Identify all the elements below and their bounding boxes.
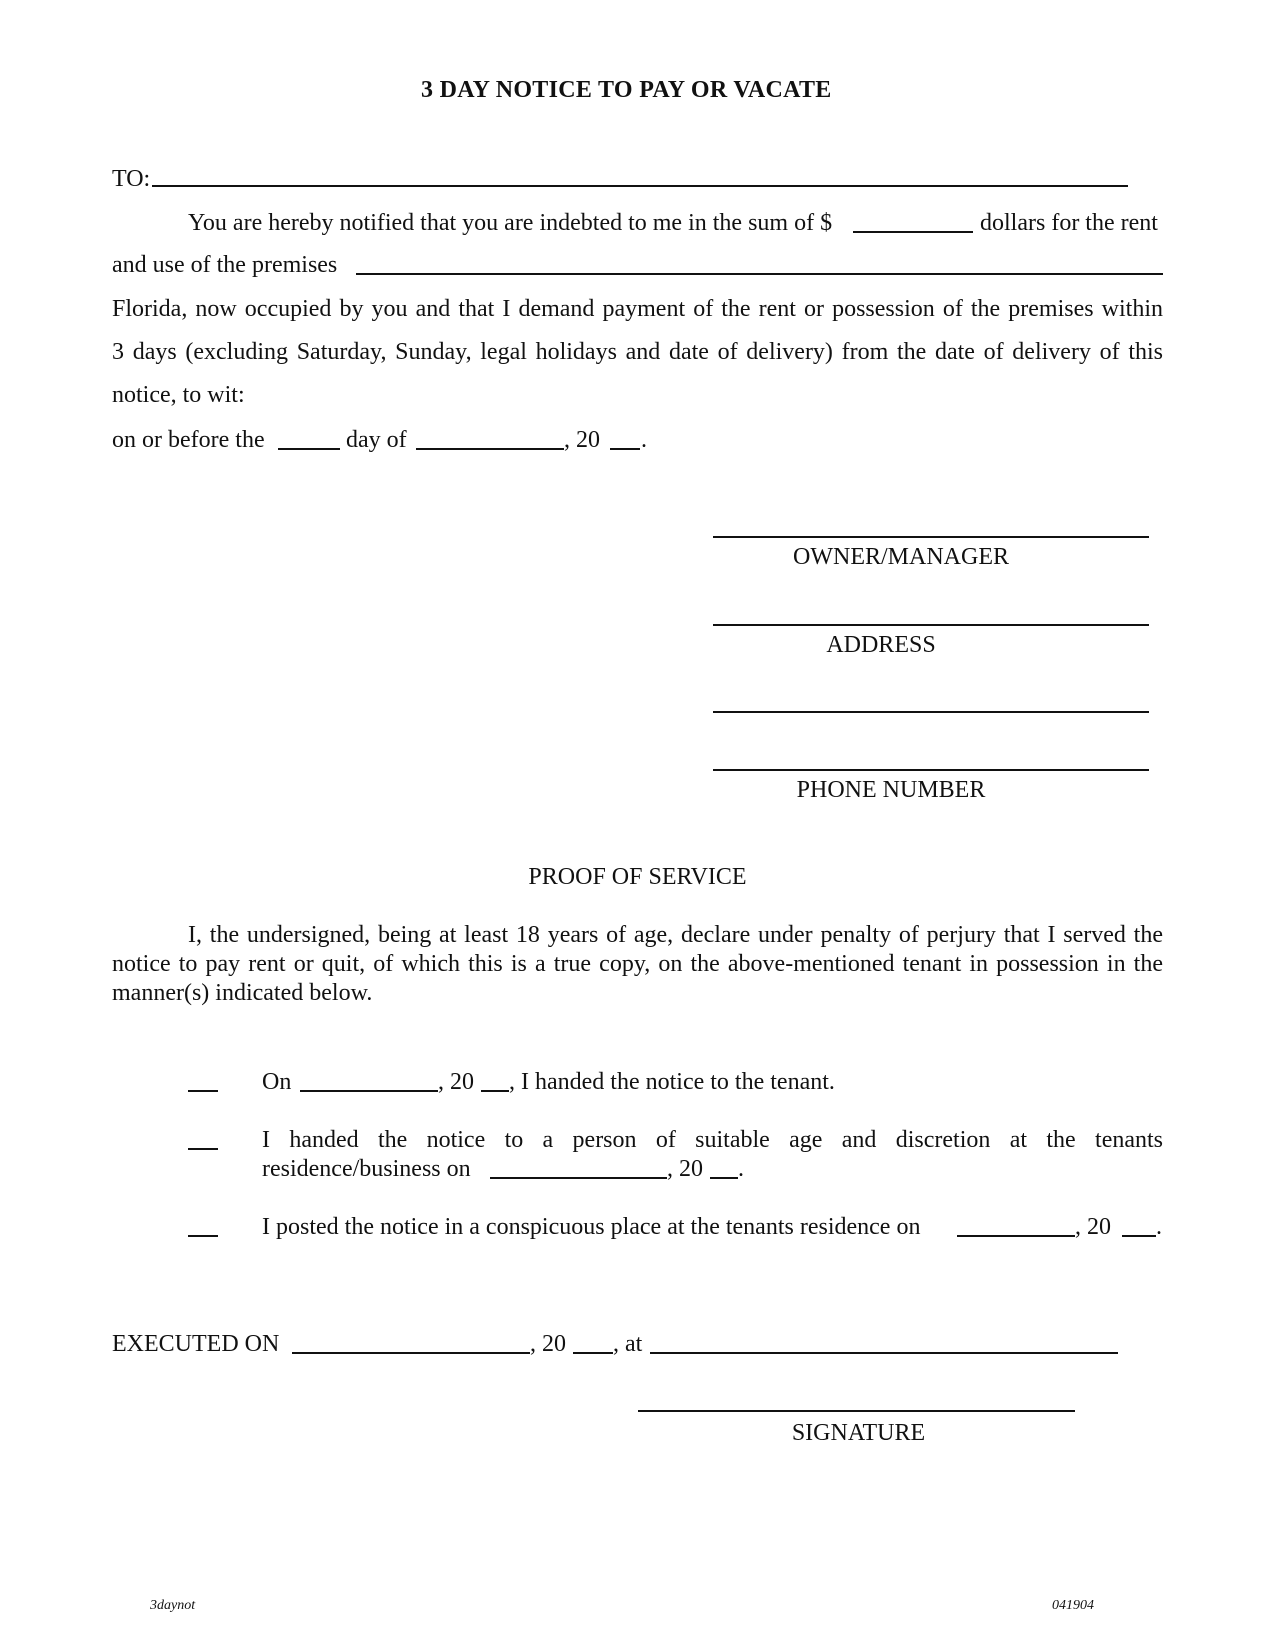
address-line-1[interactable] <box>713 624 1149 626</box>
option3-date-blank[interactable] <box>957 1235 1075 1237</box>
signature-label: SIGNATURE <box>791 1420 926 1446</box>
option3-year-blank[interactable] <box>1122 1235 1156 1237</box>
executed-year-blank[interactable] <box>573 1352 613 1354</box>
day-of-label: day of <box>346 427 407 453</box>
option3-year-label: , 20 <box>1075 1214 1111 1240</box>
notice-line5: notice, to wit: <box>112 382 245 408</box>
on-or-before-label: on or before the <box>112 427 265 453</box>
option2-residence-label: residence/business on <box>262 1156 471 1182</box>
executed-at-label: , at <box>613 1331 643 1357</box>
address-line-2[interactable] <box>713 711 1149 713</box>
option2-line1: I handed the notice to a person of suitable age and discretion at the tenants <box>262 1127 1163 1153</box>
option1-on-label: On <box>262 1069 292 1095</box>
executed-date-blank[interactable] <box>292 1352 530 1354</box>
owner-manager-label: OWNER/MANAGER <box>793 544 1009 570</box>
executed-place-blank[interactable] <box>650 1352 1118 1354</box>
phone-line[interactable] <box>713 769 1149 771</box>
option1-checkbox[interactable] <box>188 1090 218 1092</box>
option1-year-label: , 20 <box>438 1069 474 1095</box>
option2-year-label: , 20 <box>667 1156 703 1182</box>
option1-year-blank[interactable] <box>481 1090 509 1092</box>
option2-date-blank[interactable] <box>490 1177 667 1179</box>
executed-year-label: , 20 <box>530 1331 566 1357</box>
address-label: ADDRESS <box>826 632 936 658</box>
footer-revision-code: 041904 <box>1052 1598 1094 1613</box>
phone-number-label: PHONE NUMBER <box>796 777 986 803</box>
footer-form-code: 3daynot <box>150 1598 196 1613</box>
proof-declaration: I, the undersigned, being at least 18 years of age, declare under penalty of perjury that I served the notice to pay rent or quit, of which this is a true copy, on the above-mentioned tenant in possession in the manner(s) indicated below. <box>112 922 1163 1006</box>
notice-line3: Florida, now occupied by you and that I demand payment of the rent or possession of the premises within <box>112 296 1163 322</box>
due-month-blank[interactable] <box>416 448 564 450</box>
signature-line[interactable] <box>638 1410 1075 1412</box>
option3-period: . <box>1156 1214 1162 1240</box>
premises-blank[interactable] <box>356 273 1163 275</box>
option1-text: , I handed the notice to the tenant. <box>509 1069 835 1095</box>
page-title: 3 DAY NOTICE TO PAY OR VACATE <box>421 77 832 103</box>
option2-year-blank[interactable] <box>710 1177 738 1179</box>
option3-text: I posted the notice in a conspicuous place at the tenants residence on <box>262 1214 921 1240</box>
owner-signature-line[interactable] <box>713 536 1149 538</box>
option3-checkbox[interactable] <box>188 1235 218 1237</box>
notice-line1-end: dollars for the rent <box>980 210 1158 236</box>
notice-line2-text: and use of the premises <box>112 252 338 278</box>
rent-amount-blank[interactable] <box>853 231 973 233</box>
proof-of-service-heading: PROOF OF SERVICE <box>528 864 747 890</box>
notice-line4: 3 days (excluding Saturday, Sunday, legal holidays and date of delivery) from the date of delivery of this <box>112 339 1163 365</box>
executed-on-label: EXECUTED ON <box>112 1331 280 1357</box>
to-blank[interactable] <box>152 185 1128 187</box>
option1-date-blank[interactable] <box>300 1090 438 1092</box>
due-day-blank[interactable] <box>278 448 340 450</box>
due-year-blank[interactable] <box>610 448 640 450</box>
option2-checkbox[interactable] <box>188 1148 218 1150</box>
due-period: . <box>641 427 647 453</box>
due-year-label: , 20 <box>564 427 600 453</box>
to-label: TO: <box>112 166 151 192</box>
notice-line1-text: You are hereby notified that you are indebted to me in the sum of $ <box>188 210 833 236</box>
option2-period: . <box>738 1156 744 1182</box>
